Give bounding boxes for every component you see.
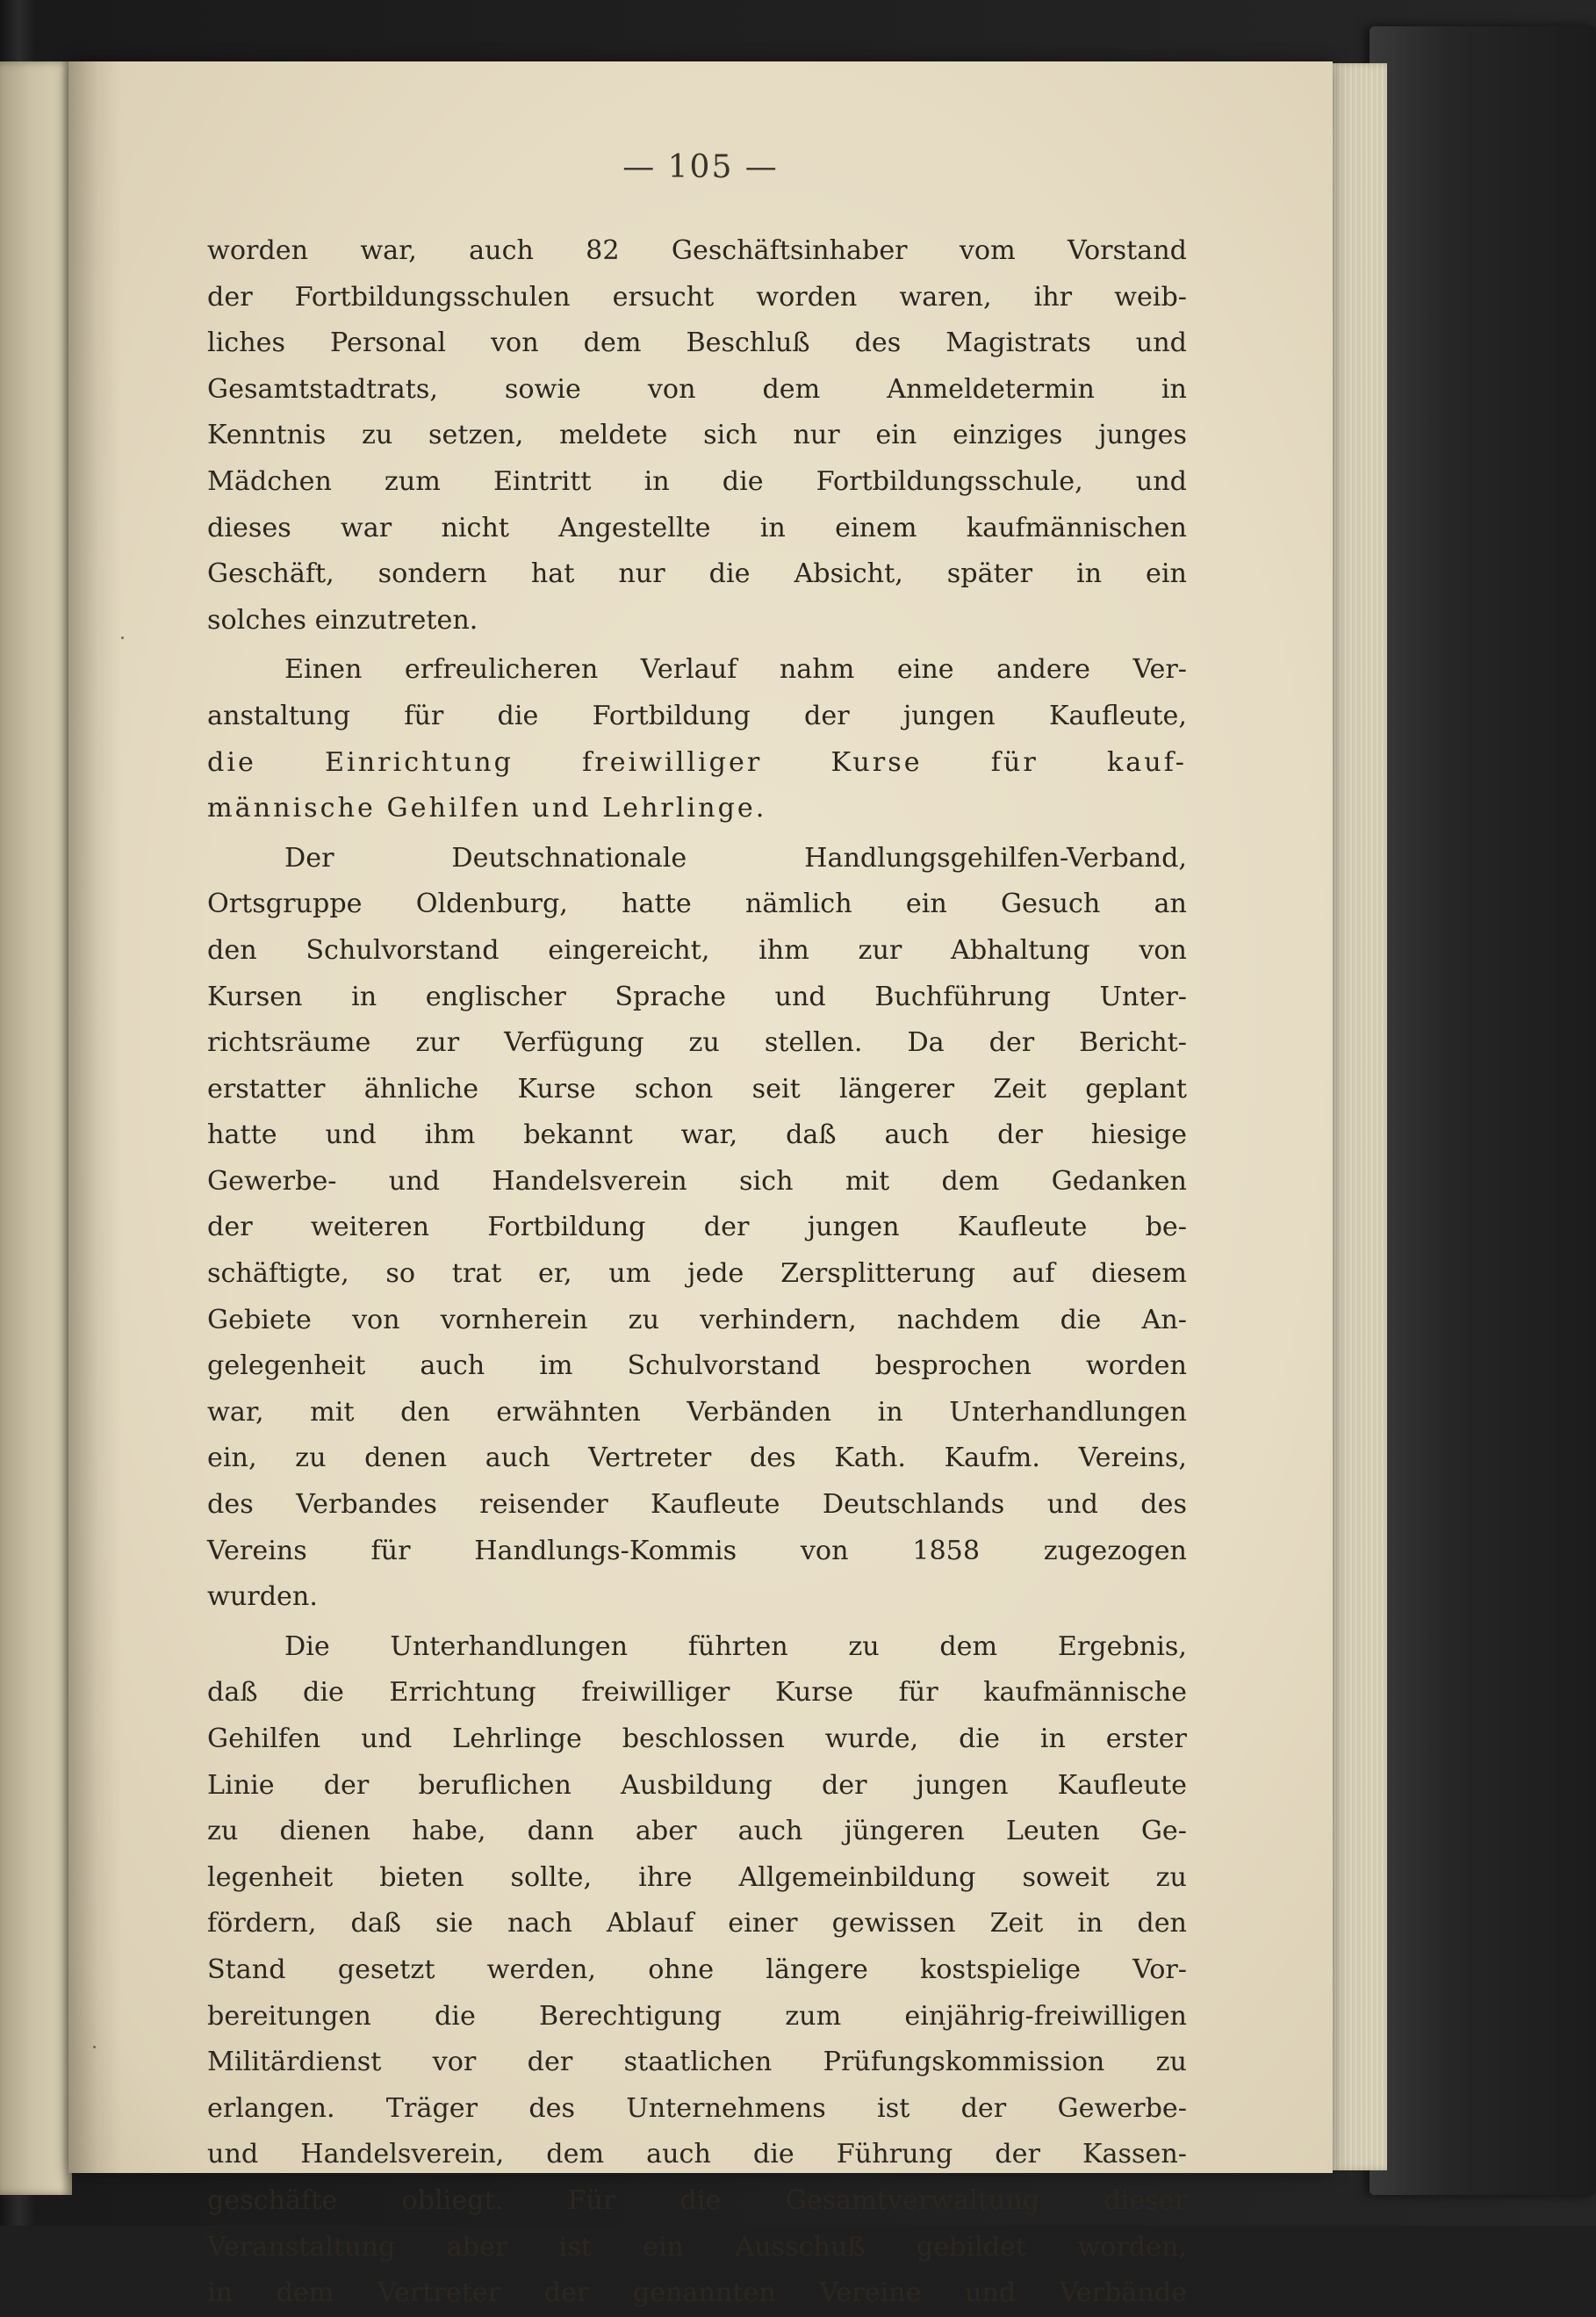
text-line: Gewerbe- und Handelsverein sich mit dem Gedanken	[207, 1165, 1187, 1197]
text-line: Stand gesetzt werden, ohne längere kostspielige Vor-	[207, 1954, 1187, 1985]
text-line: männische Gehilfen und Lehrlinge.	[207, 793, 767, 824]
text-line: erlangen. Träger des Unternehmens ist der Gewerbe-	[207, 2092, 1187, 2124]
text-line: worden war, auch 82 Geschäftsinhaber vom Vorstand	[207, 235, 1187, 266]
text-line: Ortsgruppe Oldenburg, hatte nämlich ein Gesuch an	[207, 889, 1187, 920]
text-line: war, mit den erwähnten Verbänden in Unterhandlungen	[207, 1396, 1187, 1428]
paper-speck	[121, 637, 124, 639]
book-page	[68, 61, 1333, 2309]
paragraph	[207, 228, 1187, 644]
text-line: anstaltung für die Fortbildung der jungen Kaufleute,	[207, 700, 1187, 731]
text-line: gelegenheit auch im Schulvorstand besprochen worden	[207, 1350, 1187, 1382]
text-line: Vereins für Handlungs-Kommis von 1858 zugezogen	[207, 1535, 1187, 1566]
text-line: Kenntnis zu setzen, meldete sich nur ein einziges junges	[207, 420, 1187, 451]
text-line: dieses war nicht Angestellte in einem kaufmännischen	[207, 512, 1187, 543]
page-number: — 105 —	[622, 149, 779, 185]
text-line: des Verbandes reisender Kaufleute Deutschlands und des	[207, 1489, 1187, 1521]
text-line: Die Unterhandlungen führten zu dem Ergebnis,	[284, 1630, 1187, 1662]
facing-page-edge	[0, 61, 72, 2195]
text-line: fördern, daß sie nach Ablauf einer gewissen Zeit in den	[207, 1908, 1187, 1939]
text-line: Gesamtstadtrats, sowie von dem Anmeldetermin in	[207, 373, 1187, 405]
text-line: ein, zu denen auch Vertreter des Kath. Kaufm. Vereins,	[207, 1443, 1187, 1474]
text-line: hatte und ihm bekannt war, daß auch der hiesige	[207, 1119, 1187, 1151]
book-cover	[1370, 26, 1596, 2195]
text-line: der weiteren Fortbildung der jungen Kaufleute be-	[207, 1212, 1187, 1243]
text-line: solches einzutreten.	[207, 604, 478, 636]
text-line: daß die Errichtung freiwilliger Kurse für kaufmännische	[207, 1677, 1187, 1709]
text-line: Der Deutschnationale Handlungsgehilfen-Verband,	[284, 842, 1187, 874]
text-line: und Handelsverein, dem auch die Führung der Kassen-	[207, 2139, 1187, 2170]
text-line: Gehilfen und Lehrlinge beschlossen wurde, die in erster	[207, 1723, 1187, 1754]
paragraph	[207, 1624, 1187, 2317]
text-line: liches Personal von dem Beschluß des Magistrats und	[207, 327, 1187, 359]
text-line: Gebiete von vornherein zu verhindern, nachdem die An-	[207, 1304, 1187, 1335]
text-line: Kursen in englischer Sprache und Buchführung Unter-	[207, 981, 1187, 1012]
text-line: wurden.	[207, 1581, 318, 1613]
paragraph	[207, 836, 1187, 1621]
text-line: geschäfte obliegt. Für die Gesamtverwaltung dieser	[207, 2184, 1187, 2216]
text-line: Militärdienst vor der staatlichen Prüfungskommission zu	[207, 2047, 1187, 2078]
text-line: in dem Vertreter der genannten Vereine und Verbände	[207, 2277, 1187, 2309]
text-line: richtsräume zur Verfügung zu stellen. Da der Bericht-	[207, 1027, 1187, 1059]
text-line: schäftigte, so trat er, um jede Zersplitterung auf diesem	[207, 1258, 1187, 1290]
text-line: Mädchen zum Eintritt in die Fortbildungsschule, und	[207, 465, 1187, 497]
paper-speck	[93, 2046, 96, 2048]
text-line: Linie der beruflichen Ausbildung der jungen Kaufleute	[207, 1769, 1187, 1801]
text-line: erstatter ähnliche Kurse schon seit längerer Zeit geplant	[207, 1073, 1187, 1105]
text-line: der Fortbildungsschulen ersucht worden waren, ihr weib-	[207, 281, 1187, 313]
text-line: zu dienen habe, dann aber auch jüngeren Leuten Ge-	[207, 1816, 1187, 1847]
text-line: legenheit bieten sollte, ihre Allgemeinbildung soweit zu	[207, 1861, 1187, 1893]
text-line: Geschäft, sondern hat nur die Absicht, später in ein	[207, 558, 1187, 590]
spine-shadow	[68, 61, 121, 2173]
text-line: den Schulvorstand eingereicht, ihm zur Abhaltung von	[207, 934, 1187, 966]
text-line: bereitungen die Berechtigung zum einjährig-freiwilligen	[207, 2000, 1187, 2032]
text-line: Veranstaltung aber ist ein Ausschuß gebildet worden,	[207, 2231, 1187, 2263]
body-text	[207, 228, 1187, 2317]
paragraph	[207, 647, 1187, 831]
text-line: Einen erfreulicheren Verlauf nahm eine andere Ver-	[284, 654, 1187, 686]
text-line: die Einrichtung freiwilliger Kurse für kauf-	[207, 746, 1187, 778]
